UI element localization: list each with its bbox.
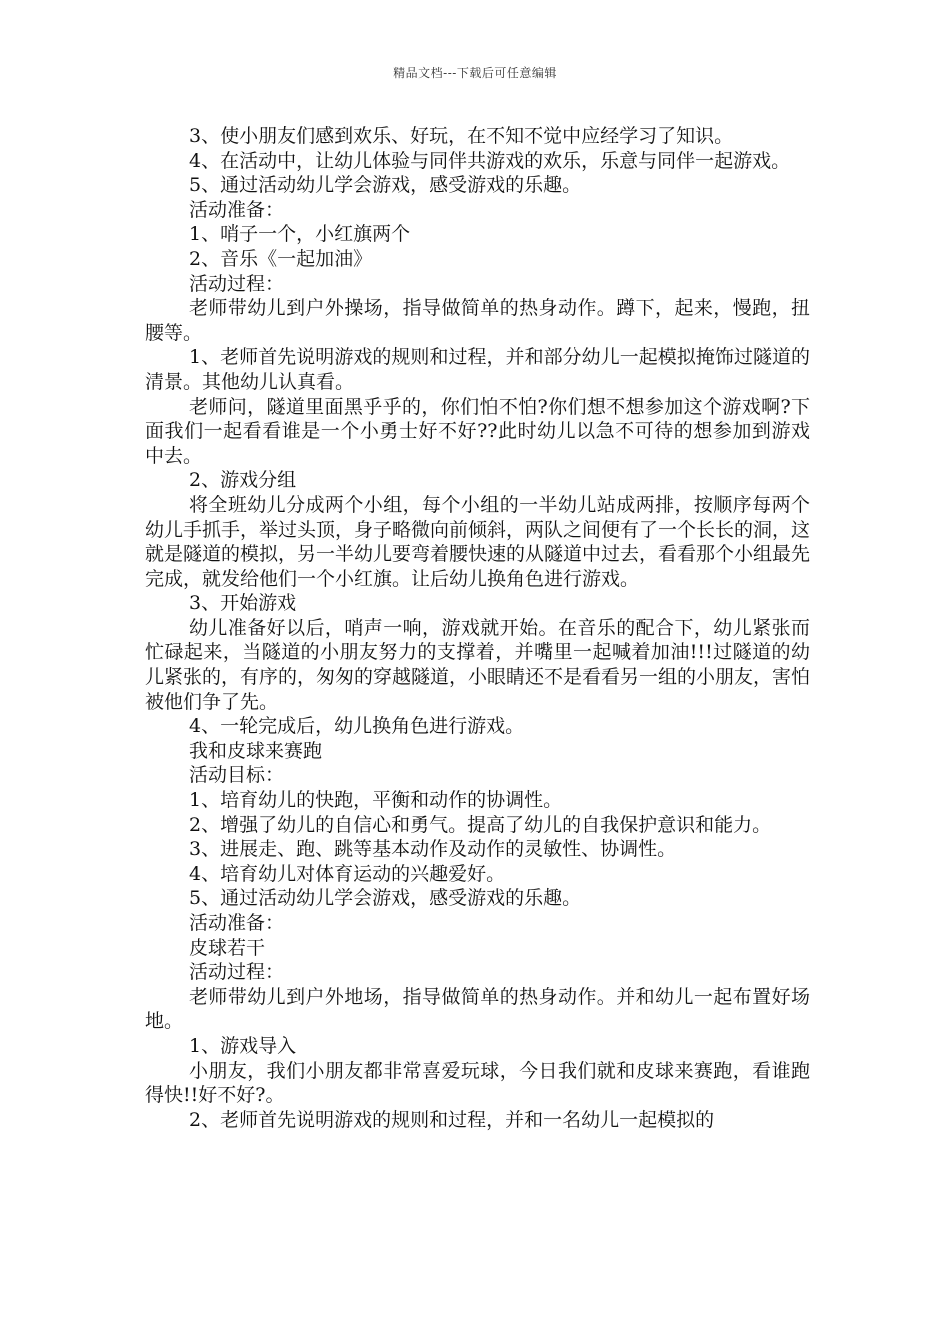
paragraph: 老师带幼儿到户外地场，指导做简单的热身动作。并和幼儿一起布置好场地。 — [145, 985, 810, 1033]
list-item: 1、培育幼儿的快跑，平衡和动作的协调性。 — [189, 789, 563, 812]
paragraph: 老师带幼儿到户外操场，指导做简单的热身动作。蹲下，起来，慢跑，扭腰等。 — [145, 297, 810, 344]
section-heading: 活动准备： — [189, 912, 285, 934]
activity-title: 我和皮球来赛跑 — [189, 739, 323, 762]
paragraph: 幼儿准备好以后，哨声一响，游戏就开始。在音乐的配合下，幼儿紧张而忙碌起来，当隧道的小朋友努力的支撑着，并嘴里一起喊着加油!!!过隧道的幼儿紧张的，有序的，匆匆的穿越隧道，小眼睛还不是看看另一组的小朋友，害怕被他们争了先。 — [145, 616, 811, 713]
paragraph: 将全班幼儿分成两个小组，每个小组的一半幼儿站成两排，按顺序每两个幼儿手抓手，举过头顶，身子略微向前倾斜，两队之间便有了一个长长的洞，这就是隧道的模拟，另一半幼儿要弯着腰快速的从隧道中过去，看看那个小组最先完成，就发给他们一个小红旗。让后幼儿换角色进行游戏。 — [145, 493, 811, 590]
list-item: 2、音乐《一起加油》 — [189, 247, 373, 270]
section-heading: 3、开始游戏 — [189, 592, 297, 615]
paragraph: 老师问，隧道里面黑乎乎的，你们怕不怕?你们想不想参加这个游戏啊?下面我们一起看看谁是一个小勇士好不好??此时幼儿以急不可待的想参加到游戏中去。 — [145, 395, 810, 467]
paragraph: 5、通过活动幼儿学会游戏，感受游戏的乐趣。 — [189, 174, 582, 197]
document-body — [145, 124, 810, 1132]
paragraph: 小朋友，我们小朋友都非常喜爱玩球，今日我们就和皮球来赛跑，看谁跑得快!!好不好?。 — [145, 1059, 810, 1107]
paragraph: 3、使小朋友们感到欢乐、好玩，在不知不觉中应经学习了知识。 — [189, 125, 734, 147]
list-item: 3、进展走、跑、跳等基本动作及动作的灵敏性、协调性。 — [189, 838, 677, 861]
list-item: 1、哨子一个，小红旗两个 — [189, 223, 411, 246]
paragraph: 4、在活动中，让幼儿体验与同伴共游戏的欢乐，乐意与同伴一起游戏。 — [189, 149, 791, 172]
section-heading: 活动目标： — [189, 764, 285, 787]
list-item: 5、通过活动幼儿学会游戏，感受游戏的乐趣。 — [189, 887, 582, 910]
paragraph: 皮球若干 — [189, 936, 266, 959]
section-heading: 1、游戏导入 — [189, 1034, 297, 1057]
list-item: 4、培育幼儿对体育运动的兴趣爱好。 — [189, 862, 506, 885]
list-item: 2、增强了幼儿的自信心和勇气。提高了幼儿的自我保护意识和能力。 — [189, 813, 772, 836]
paragraph: 1、老师首先说明游戏的规则和过程，并和部分幼儿一起模拟掩饰过隧道的清景。其他幼儿认真看。 — [145, 346, 810, 393]
section-heading: 活动过程： — [189, 272, 285, 295]
paragraph: 2、老师首先说明游戏的规则和过程，并和一名幼儿一起模拟的 — [189, 1108, 715, 1131]
section-heading: 2、游戏分组 — [189, 469, 297, 492]
section-heading: 活动准备： — [189, 198, 285, 221]
section-heading: 活动过程： — [189, 961, 285, 984]
paragraph: 4、一轮完成后，幼儿换角色进行游戏。 — [189, 715, 525, 738]
page-header: 精品文档---下载后可任意编辑 — [393, 66, 557, 80]
